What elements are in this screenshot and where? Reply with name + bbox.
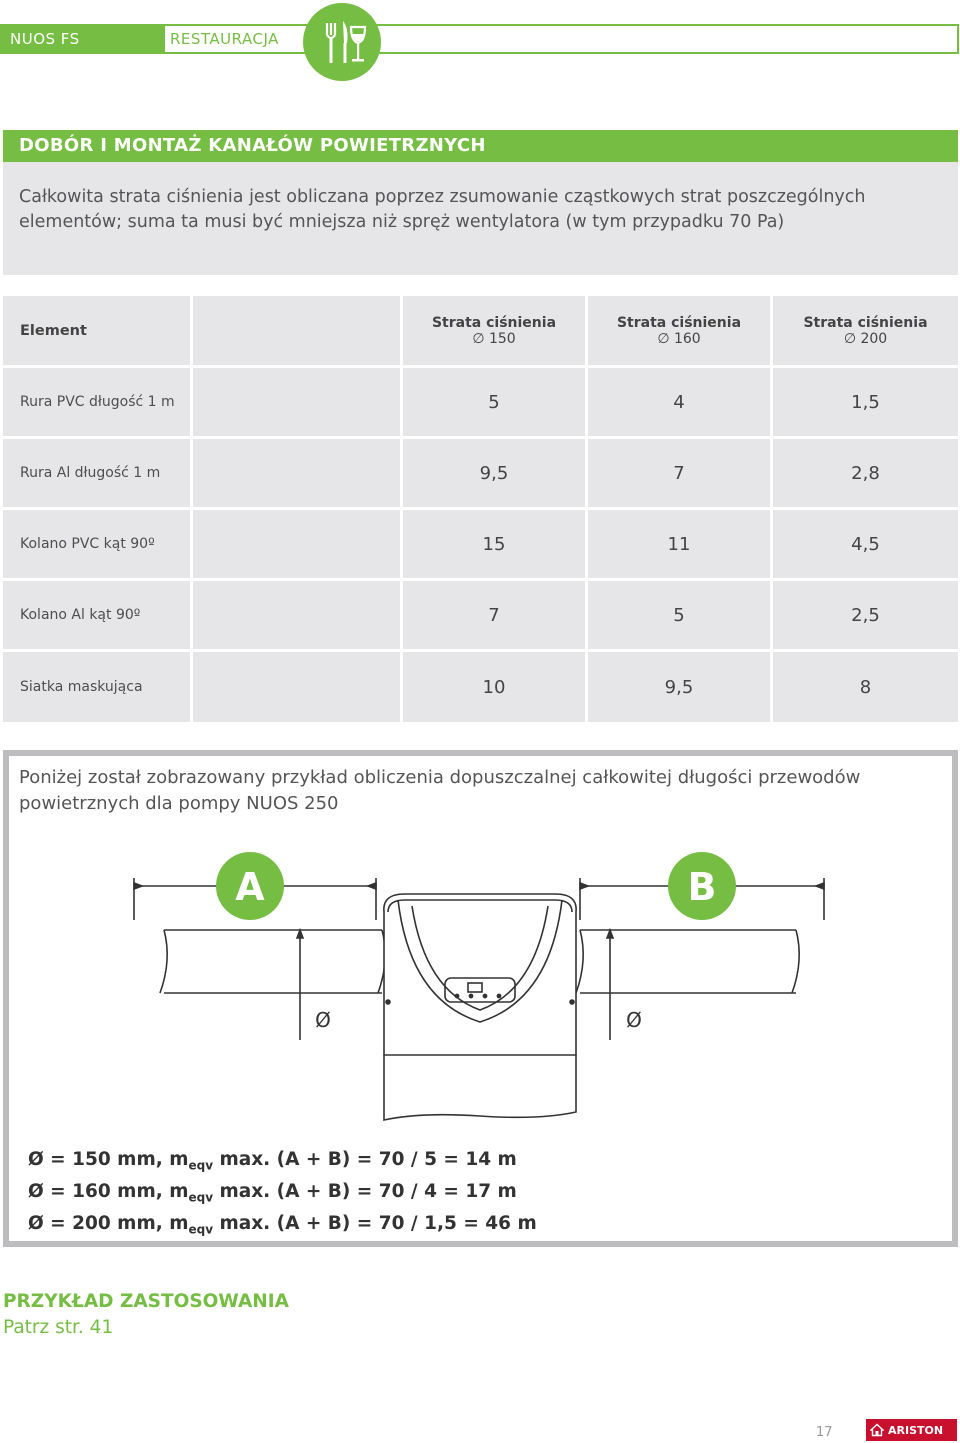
table-cell: 1,5 bbox=[773, 368, 958, 436]
table-cell: 8 bbox=[773, 652, 958, 722]
table-cell: 2,8 bbox=[773, 439, 958, 507]
table-row-label: Rura Al długość 1 m bbox=[3, 439, 190, 507]
section-title: DOBÓR I MONTAŻ KANAŁÓW POWIETRZNYCH bbox=[3, 130, 958, 162]
column-title: Strata ciśnienia bbox=[616, 314, 742, 331]
formula-suffix: max. (A + B) = 70 / 4 = 17 m bbox=[213, 1181, 517, 1203]
formula-line bbox=[28, 1211, 537, 1243]
formula-list bbox=[28, 1147, 537, 1244]
table-cell: 10 bbox=[403, 652, 585, 722]
diameter-symbol-left: Ø bbox=[315, 1008, 331, 1032]
table-header-col-200 bbox=[773, 296, 958, 365]
table-cell: 9,5 bbox=[403, 439, 585, 507]
table-cell: 9,5 bbox=[588, 652, 770, 722]
column-diameter: ∅ 200 bbox=[843, 330, 888, 347]
table-cell: 7 bbox=[403, 581, 585, 649]
brand-name: ARISTON bbox=[888, 1423, 944, 1437]
column-title: Strata ciśnienia bbox=[431, 314, 557, 331]
table-row-label: Kolano Al kąt 90º bbox=[3, 581, 190, 649]
diameter-symbol-right: Ø bbox=[626, 1008, 642, 1032]
formula-subscript: eqv bbox=[188, 1223, 214, 1238]
example-intro: Poniżej został zobrazowany przykład obliczenia dopuszczalnej całkowitej długości przewodów powietrznych dla pompy NUOS 250 bbox=[19, 767, 861, 814]
table-cell: 5 bbox=[588, 581, 770, 649]
table-cell: 2,5 bbox=[773, 581, 958, 649]
table-cell: 7 bbox=[588, 439, 770, 507]
table-row-label: Siatka maskująca bbox=[3, 652, 190, 722]
formula-suffix: max. (A + B) = 70 / 5 = 14 m bbox=[213, 1149, 517, 1170]
table-cell: 11 bbox=[588, 510, 770, 578]
table-cell: 15 bbox=[403, 510, 585, 578]
duct-label-b: B bbox=[687, 865, 717, 909]
duct-diagram bbox=[120, 850, 840, 1135]
table-cell: 4,5 bbox=[773, 510, 958, 578]
formula-subscript: eqv bbox=[188, 1190, 214, 1205]
table-cell: 5 bbox=[403, 368, 585, 436]
application-reference: Patrz str. 41 bbox=[3, 1317, 114, 1338]
table-header-element: Element bbox=[3, 296, 190, 365]
application-title: PRZYKŁAD ZASTOSOWANIA bbox=[3, 1291, 289, 1312]
table-cell: 4 bbox=[588, 368, 770, 436]
table-row-blank bbox=[193, 652, 400, 722]
table-header-col-160 bbox=[588, 296, 770, 365]
formula-prefix: Ø = 150 mm, m bbox=[28, 1149, 189, 1170]
table-row-blank bbox=[193, 368, 400, 436]
house-icon bbox=[870, 1423, 884, 1437]
table-row-label: Rura PVC długość 1 m bbox=[3, 368, 190, 436]
duct-label-a: A bbox=[235, 865, 265, 909]
table-row-blank bbox=[193, 510, 400, 578]
header-product-label: NUOS FS bbox=[0, 24, 163, 54]
ariston-logo bbox=[866, 1419, 957, 1441]
formula-line bbox=[28, 1179, 537, 1211]
table-row-blank bbox=[193, 439, 400, 507]
column-diameter: ∅ 160 bbox=[657, 330, 701, 347]
section-intro: Całkowita strata ciśnienia jest obliczana poprzez zsumowanie cząstkowych strat poszczególnych elementów; suma ta musi być mniejsza niż spręż wentylatora (w tym przypadku 70 Pa) bbox=[19, 187, 866, 232]
table-row-blank bbox=[193, 581, 400, 649]
table-row-label: Kolano PVC kąt 90º bbox=[3, 510, 190, 578]
formula-prefix: Ø = 200 mm, m bbox=[28, 1213, 189, 1235]
column-title: Strata ciśnienia bbox=[803, 314, 928, 331]
table-header-col-150 bbox=[403, 296, 585, 365]
header-category-label: RESTAURACJA bbox=[163, 24, 959, 54]
cutlery-glass-icon bbox=[303, 3, 381, 81]
formula-suffix: max. (A + B) = 70 / 1,5 = 46 m bbox=[213, 1213, 537, 1235]
page-number: 17 bbox=[816, 1425, 833, 1440]
column-diameter: ∅ 150 bbox=[472, 330, 516, 347]
formula-line bbox=[28, 1147, 537, 1179]
table-header-blank bbox=[193, 296, 400, 365]
formula-subscript: eqv bbox=[188, 1158, 214, 1173]
formula-prefix: Ø = 160 mm, m bbox=[28, 1181, 189, 1203]
